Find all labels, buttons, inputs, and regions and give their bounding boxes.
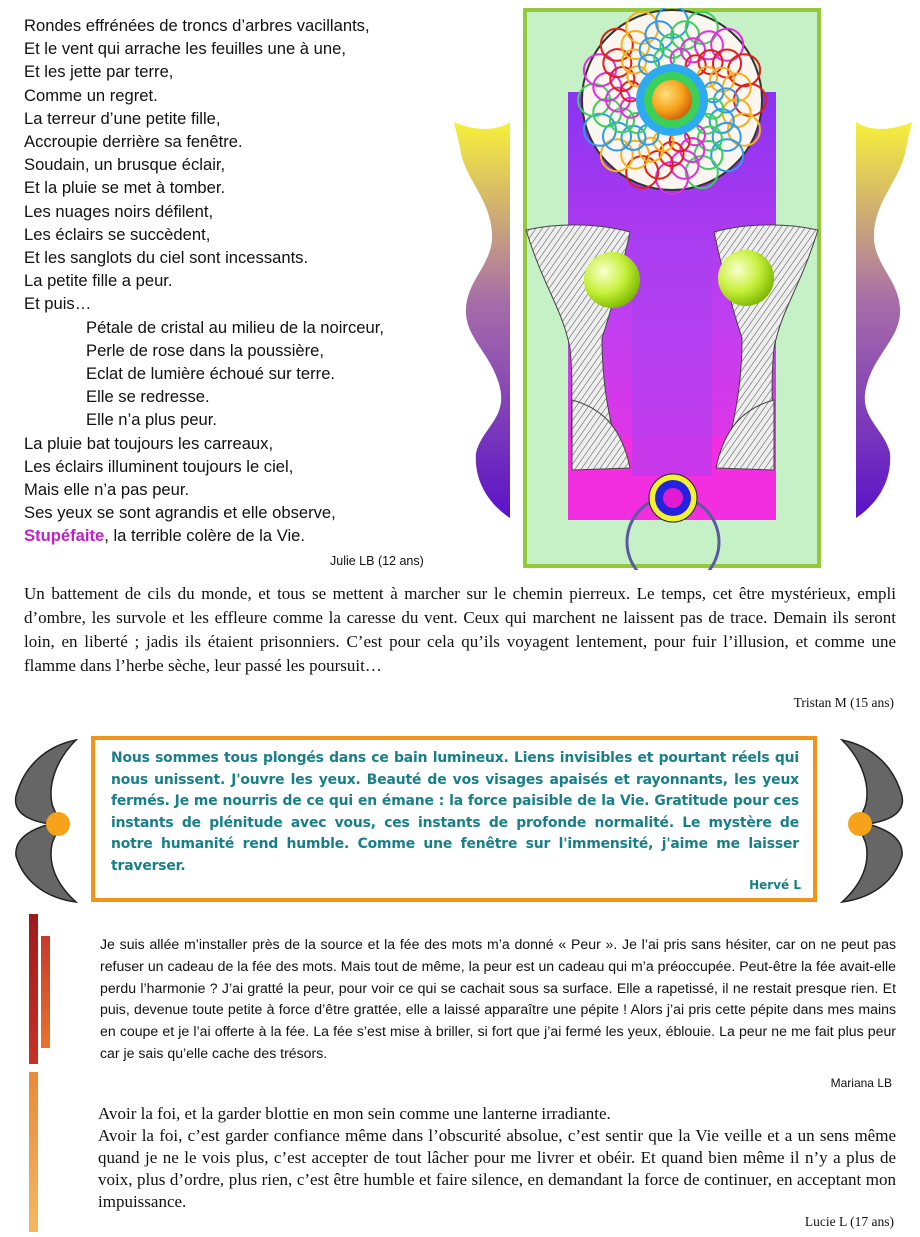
lucie-paragraph-2: Avoir la foi, c’est garder confiance même dans l’obscurité absolue, c’est sentir que la Vie veille et a un sens même quand je ne le vois plus, c’est accepter de tout lâcher pour me livrer et obéir. Et quand bien même il n’y a plus de voix, plus d’ordre, plus rien, c’est être humble et faire silence, en demandant la force de continuer, en acceptant mon impuissance.: [98, 1126, 896, 1211]
poem-line: Les éclairs se succèdent,: [24, 224, 211, 244]
left-vase-shape: [454, 122, 510, 518]
poem-line: Elle n’a plus peur.: [86, 410, 217, 430]
poem-line: Perle de rose dans la poussière,: [86, 340, 324, 360]
mariana-text: Je suis allée m’installer près de la source et la fée des mots m’a donné « Peur ». Je l’ai pris sans hésiter, car on ne peut pas refuser un cadeau de la fée des mots. Mais tout de même, la peur est un cadeau qui m’a préoccupée. Peut-être la fée avait-elle perdu l’harmonie ? J’ai gratté la peur, pour voir ce qui se cachait sous sa surface. Elle a rapetissé, il ne restait presque rien. Et puis, devenue toute petite à force d’être grattée, elle a laissé apparaître une pépite ! Alors j’ai pris cette pépite dans mes mains en coupe et je l’ai offerte à la fée. La fée s’est mise à briller, si fort que j’ai fermé les yeux, éblouie. La peur ne me fait plus peur car je sais qu’elle cache des trésors.: [100, 936, 896, 1061]
herve-text: Nous sommes tous plongés dans ce bain lumineux. Liens invisibles et pourtant réels qui nous unissent. J'ouvre les yeux. Beauté de vos visages apaisés et rayonnants, les yeux fermés. Je me nourris de ce qui en émane : la force paisible de la Vie. Gratitude pour ces instants de plénitude avec vous, ces instants de profonde normalité. Le mystère de notre humanité rend humble. Comme une fenêtre sur l'immensité, j'aime me laisser traverser.: [111, 750, 799, 874]
poem-line: Accroupie derrière sa fenêtre.: [24, 132, 243, 152]
tristan-text: Un battement de cils du monde, et tous se mettent à marcher sur le chemin pierreux. Le temps, cet être mystérieux, empli d’ombre, les survole et les effleure comme la caresse du vent. Ceux qui marchent ne laissent pas de trace. Demain ils seront loin, en liberté ; jadis ils étaient prisonniers. C’est pour cela qu’ils voyagent lentement, pour fuir l’illusion, et comme une flamme dans l’herbe sèche, leur passé les poursuit…: [24, 584, 896, 675]
poem-line: La petite fille a peur.: [24, 271, 173, 291]
poem-line: La terreur d’une petite fille,: [24, 108, 221, 128]
right-vase-shape: [856, 122, 912, 518]
poem-line: Les nuages noirs défilent,: [24, 201, 214, 221]
lucie-author: Lucie L (17 ans): [804, 1214, 894, 1229]
left-wing-ornament: [6, 736, 86, 906]
herve-author: Hervé L: [749, 878, 801, 892]
poem-line: Et les sanglots du ciel sont incessants.: [24, 248, 309, 268]
poem-line: Les éclairs illuminent toujours le ciel,: [24, 456, 294, 476]
poem-line: La pluie bat toujours les carreaux,: [24, 433, 274, 453]
poem-highlight-word: Stupéfaite: [24, 526, 105, 546]
poem-line: Et les jette par terre,: [24, 62, 174, 82]
decorative-bar: [29, 914, 38, 1064]
poem-line: Pétale de cristal au milieu de la noirceur,: [86, 317, 384, 337]
poem-line: Et puis…: [24, 294, 92, 314]
poem-line: Ses yeux se sont agrandis et elle observe,: [24, 503, 336, 523]
poem-lines: [24, 14, 444, 524]
poem-line: Mais elle n’a pas peur.: [24, 480, 190, 500]
poem-line: Et le vent qui arrache les feuilles une à une,: [24, 39, 346, 59]
decorative-bar: [29, 1072, 38, 1232]
lucie-paragraph-1: Avoir la foi, et la garder blottie en mon sein comme une lanterne irradiante.: [98, 1104, 611, 1123]
decorative-bar: [41, 936, 50, 1048]
poem-line: Rondes effrénées de troncs d’arbres vacillants,: [24, 16, 370, 35]
poem-line: Et la pluie se met à tomber.: [24, 178, 226, 198]
poem-author: Julie LB (12 ans): [330, 554, 424, 568]
lucie-text: [98, 1103, 896, 1213]
decorative-artwork: [452, 8, 914, 570]
poem-line: Comme un regret.: [24, 85, 158, 105]
poem-last-line: [24, 524, 444, 547]
poem: [24, 14, 444, 548]
poem-last-line-rest: , la terrible colère de la Vie.: [104, 526, 305, 546]
herve-quote-box: [91, 736, 817, 902]
right-wing-ornament: [832, 736, 912, 906]
mariana-author: Mariana LB: [830, 1076, 892, 1090]
poem-line: Elle se redresse.: [86, 387, 210, 407]
tristan-author: Tristan M (15 ans): [793, 695, 894, 710]
poem-line: Eclat de lumière échoué sur terre.: [86, 364, 336, 384]
poem-line: Soudain, un brusque éclair,: [24, 155, 226, 175]
